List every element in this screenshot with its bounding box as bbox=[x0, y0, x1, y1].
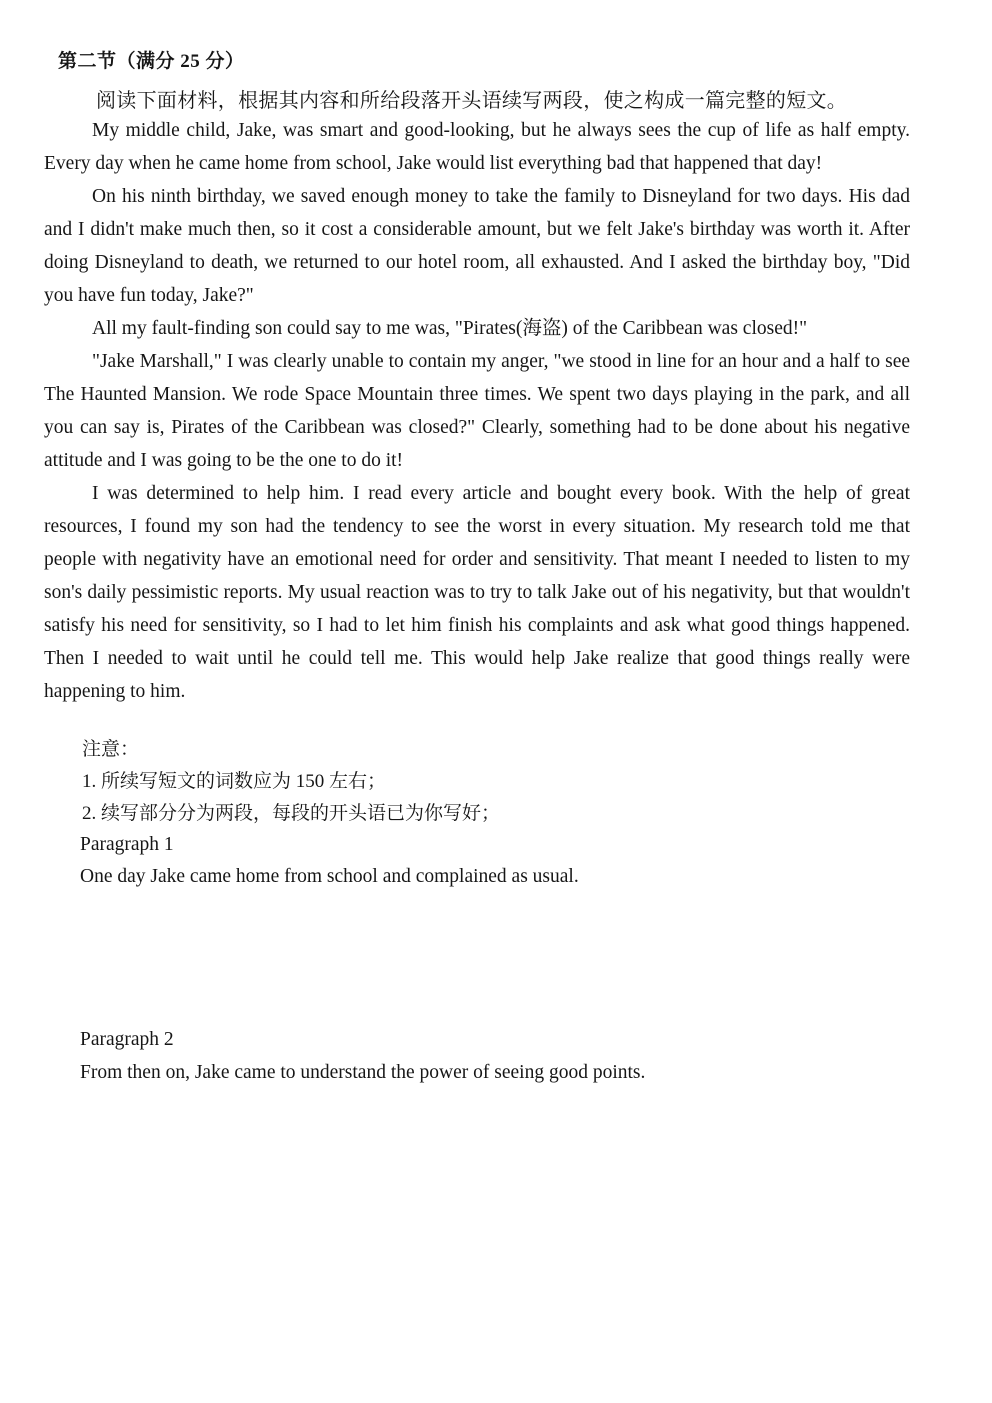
reading-passage bbox=[44, 114, 910, 708]
passage-paragraph: I was determined to help him. I read every article and bought every book. With the help of great resources, I found my son had the tendency to see the worst in every situation. My research told me that people with negativity have an emotional need for order and sensitivity. That meant I needed to listen to my son's daily pessimistic reports. My usual reaction was to try to talk Jake out of his negativity, but that wouldn't satisfy his need for sensitivity, so I had to let him finish his complaints and ask what good things happened. Then I needed to wait until he could tell me. This would help Jake realize that good things really were happening to him. bbox=[44, 483, 910, 702]
passage-paragraph: "Jake Marshall," I was clearly unable to contain my anger, "we stood in line for an hour and a half to see The Haunted Mansion. We rode Space Mountain three times. We spent two days playing in the park, and all you can say is, Pirates of the Caribbean was closed?" Clearly, something had to be done about his negative attitude and I was going to be the one to do it! bbox=[44, 351, 910, 471]
section-title: 第二节（满分 25 分） bbox=[58, 51, 245, 72]
paragraph-1-opening: One day Jake came home from school and complained as usual. bbox=[80, 866, 579, 887]
notes-heading: 注意： bbox=[82, 739, 140, 760]
instruction-text: 阅读下面材料，根据其内容和所给段落开头语续写两段，使之构成一篇完整的短文。 bbox=[96, 90, 848, 112]
paragraph-1-answer-area[interactable] bbox=[44, 900, 910, 1020]
passage-paragraph: On his ninth birthday, we saved enough money to take the family to Disneyland for two days. His dad and I didn't make much then, so it cost a considerable amount, but we felt Jake's birthday was worth it. After doing Disneyland to death, we returned to our hotel room, all exhausted. And I asked the birthday boy, "Did you have fun today, Jake?" bbox=[44, 186, 910, 306]
passage-paragraph: My middle child, Jake, was smart and good-looking, but he always sees the cup of life as half empty. Every day when he came home from school, Jake would list everything bad that happened that day! bbox=[44, 120, 910, 174]
paragraph-1-label: Paragraph 1 bbox=[80, 834, 174, 855]
paragraph-2-label: Paragraph 2 bbox=[80, 1029, 174, 1050]
paragraph-2-answer-area[interactable] bbox=[44, 1096, 910, 1376]
passage-paragraph: All my fault-finding son could say to me was, "Pirates(海盗) of the Caribbean was closed!" bbox=[92, 318, 808, 339]
notes-item: 2. 续写部分分为两段，每段的开头语已为你写好； bbox=[82, 803, 501, 824]
notes-section bbox=[82, 734, 500, 830]
paragraph-2-opening: From then on, Jake came to understand the power of seeing good points. bbox=[80, 1062, 646, 1083]
notes-item: 1. 所续写短文的词数应为 150 左右； bbox=[82, 771, 387, 792]
